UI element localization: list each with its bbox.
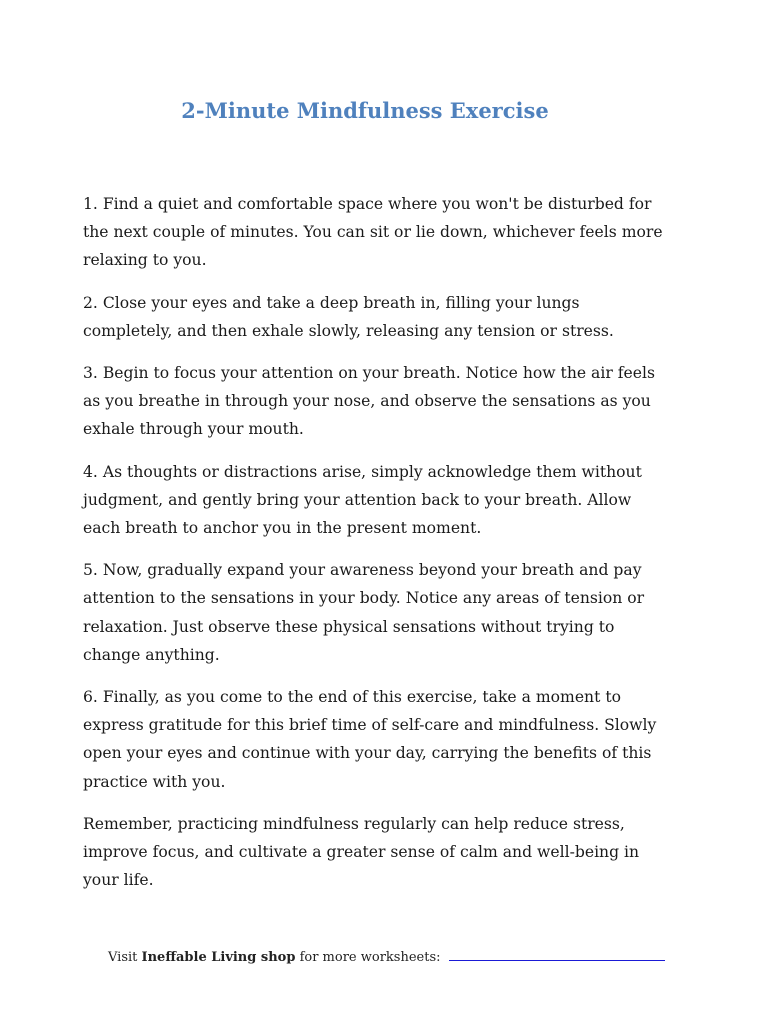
shop-name: Ineffable Living shop	[141, 950, 296, 965]
page-title: 2-Minute Mindfulness Exercise	[181, 98, 549, 123]
step-paragraph: 5. Now, gradually expand your awareness beyond your breath and pay attention to the sensations in your body. Notice any areas of tension or relaxation. Just observe these physical sensations without trying to change anything.	[83, 561, 645, 664]
step-paragraph: 3. Begin to focus your attention on your breath. Notice how the air feels as you breathe in through your nose, and observe the sensations as you exhale through your mouth.	[83, 364, 655, 439]
step-paragraph: 2. Close your eyes and take a deep breath in, filling your lungs completely, and then exhale slowly, releasing any tension or stress.	[83, 293, 614, 340]
footer-note	[108, 946, 665, 965]
exercise-body	[83, 190, 663, 908]
step-paragraph: 6. Finally, as you come to the end of this exercise, take a moment to express gratitude for this brief time of self-care and mindfulness. Slowly open your eyes and continue with your day, carrying the benefits of this practice with you.	[83, 688, 657, 791]
closing-paragraph: Remember, practicing mindfulness regularly can help reduce stress, improve focus, and cultivate a greater sense of calm and well-being in your life.	[83, 814, 640, 890]
step-paragraph: 1. Find a quiet and comfortable space where you won't be disturbed for the next couple of minutes. You can sit or lie down, whichever feels more relaxing to you.	[83, 195, 663, 270]
step-paragraph: 4. As thoughts or distractions arise, simply acknowledge them without judgment, and gently bring your attention back to your breath. Allow each breath to anchor you in the present moment.	[83, 462, 642, 538]
link-blank-line[interactable]	[449, 946, 665, 961]
footer-prefix: Visit	[108, 950, 138, 965]
footer-suffix: for more worksheets:	[299, 950, 441, 965]
